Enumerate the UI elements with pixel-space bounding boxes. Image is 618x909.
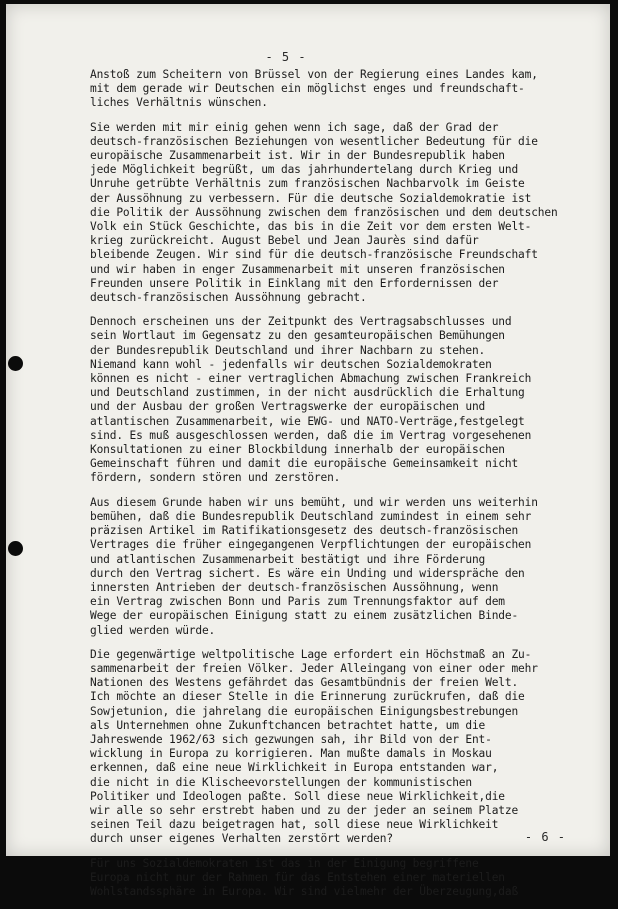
text-line: wir alle so sehr erstrebt haben und zu der jeder an seinem Platze <box>90 803 519 817</box>
text-line: Gemeinschaft führen und damit die europäische Gemeinsamkeit nicht <box>90 457 519 471</box>
paragraph <box>90 315 564 485</box>
text-line: Für uns Sozialdemokraten ist das in der Einigung begriffene <box>90 856 479 870</box>
paragraph <box>90 121 564 306</box>
text-line: liches Verhältnis wünschen. <box>90 96 268 110</box>
paragraph <box>90 648 564 847</box>
text-line: der Aussöhnung zu verbessern. Für die deutsche Sozialdemokratie ist <box>90 191 532 205</box>
text-line: bleibende Zeugen. Wir sind für die deutsch-französische Freundschaft <box>90 248 538 262</box>
text-line: Anstoß zum Scheitern von Brüssel von der Regierung eines Landes kam, <box>90 68 538 81</box>
text-line: deutsch-französischen Beziehungen von wesentlicher Bedeutung für die <box>90 134 538 148</box>
text-line: Wege der europäischen Einigung statt zu einem zusätzlichen Binde- <box>90 609 519 623</box>
text-line: und wir haben in enger Zusammenarbeit mit unseren französischen <box>90 262 505 276</box>
text-line: glied werden würde. <box>90 623 216 637</box>
text-line: als Unternehmen ohne Zukunftchancen betrachtet hatte, um die <box>90 718 486 732</box>
text-line: und atlantischen Zusammenarbeit bestätigt und ihre Förderung <box>90 552 486 566</box>
text-line: innersten Antrieben der deutsch-französischen Aussöhnung, wenn <box>90 580 499 594</box>
text-line: europäische Zusammenarbeit ist. Wir in der Bundesrepublik haben <box>90 149 505 163</box>
paragraph <box>90 68 564 111</box>
text-line: Ich möchte an dieser Stelle in die Erinnerung zurückrufen, daß die <box>90 690 525 704</box>
text-line: präzisen Artikel im Ratifikationsgesetz des deutsch-französischen <box>90 524 519 538</box>
text-line: Volk ein Stück Geschichte, das bis in die Zeit vor dem ersten Welt- <box>90 220 532 234</box>
text-line: bemühen, daß die Bundesrepublik Deutschland zumindest in einem sehr <box>90 509 532 523</box>
text-line: Wohlstandssphäre in Europa. Wir sind vielmehr der Überzeugung,daß <box>90 884 519 898</box>
text-line: Jahreswende 1962/63 sich gezwungen sah, ihr Bild von der Ent- <box>90 732 492 746</box>
text-line: atlantischen Zusammenarbeit, wie EWG- und NATO-Verträge,festgelegt <box>90 414 525 428</box>
page-number: - 5 - <box>265 50 307 64</box>
text-line: ein Vertrag zwischen Bonn und Paris zum Trennungsfaktor auf dem <box>90 595 505 609</box>
body-text <box>90 68 564 909</box>
text-line: Sowjetunion, die jahrelang die europäischen Einigungsbestrebungen <box>90 704 519 718</box>
text-line: sammenarbeit der freien Völker. Jeder Alleingang von einer oder mehr <box>90 661 538 675</box>
next-page-marker: - 6 - <box>524 830 566 844</box>
text-line: Europa nicht nur der Rahmen für das Entstehen einer materiellen <box>90 870 505 884</box>
text-line: deutsch-französischen Aussöhnung gebracht. <box>90 291 367 305</box>
text-line: seinen Teil dazu beigetragen hat, soll diese neue Wirklichkeit <box>90 818 499 832</box>
paragraph <box>90 496 564 638</box>
document-page <box>6 4 610 898</box>
text-line: erkennen, daß eine neue Wirklichkeit in Europa entstanden war, <box>90 761 499 775</box>
text-line: jede Möglichkeit begrüßt, um das jahrhundertelang durch Krieg und <box>90 163 519 177</box>
text-line: mit dem gerade wir Deutschen ein möglichst enges und freundschaft- <box>90 82 525 96</box>
text-line: Freunden unsere Politik in Einklang mit den Erfordernissen der <box>90 276 499 290</box>
text-line: Aus diesem Grunde haben wir uns bemüht, und wir werden uns weiterhin <box>90 495 538 509</box>
text-line: sein Wortlaut im Gegensatz zu den gesamteuropäischen Bemühungen <box>90 329 505 343</box>
text-line: durch den Vertrag sichert. Es wäre ein Unding und widerspräche den <box>90 566 525 580</box>
text-line: fördern, sondern stören und zerstören. <box>90 471 341 485</box>
text-line: wicklung in Europa zu korrigieren. Man mußte damals in Moskau <box>90 747 492 761</box>
text-line: Sie werden mit mir einig gehen wenn ich sage, daß der Grad der <box>90 120 499 134</box>
text-line: Konsultationen zu einer Blockbildung innerhalb der europäischen <box>90 443 505 457</box>
text-line: und der Ausbau der großen Vertragswerke der europäischen und <box>90 400 486 414</box>
text-line: Vertrages die früher eingegangenen Verpflichtungen der europäischen <box>90 538 532 552</box>
text-line: Dennoch erscheinen uns der Zeitpunkt des Vertragsabschlusses und <box>90 315 512 329</box>
text-line: die Politik der Aussöhnung zwischen dem französischen und dem deutschen <box>90 205 558 219</box>
paragraph <box>90 857 564 900</box>
punch-hole <box>8 356 23 371</box>
text-line: die nicht in die Klischeevorstellungen der kommunistischen <box>90 775 472 789</box>
text-line: Die gegenwärtige weltpolitische Lage erfordert ein Höchstmaß an Zu- <box>90 647 532 661</box>
text-line: Niemand kann wohl - jedenfalls wir deutschen Sozialdemokraten <box>90 357 492 371</box>
text-line: sind. Es muß ausgeschlossen werden, daß die im Vertrag vorgesehenen <box>90 428 532 442</box>
text-line: Unruhe getrübte Verhältnis zum französischen Nachbarvolk im Geiste <box>90 177 525 191</box>
text-line: der Bundesrepublik Deutschland und ihrer Nachbarn zu stehen. <box>90 343 486 357</box>
text-line: Politiker und Ideologen paßte. Soll diese neue Wirklichkeit,die <box>90 789 505 803</box>
text-line: Nationen des Westens gefährdet das Gesamtbündnis der freien Welt. <box>90 676 519 690</box>
text-line: können es nicht - einer vertraglichen Abmachung zwischen Frankreich <box>90 372 532 386</box>
text-line: krieg zurückreicht. August Bebel und Jean Jaurès sind dafür <box>90 234 479 248</box>
punch-hole <box>8 541 23 556</box>
text-line: durch unser eigenes Verhalten zerstört werden? <box>90 832 393 846</box>
text-line: und Deutschland zustimmen, in der nicht ausdrücklich die Erhaltung <box>90 386 525 400</box>
